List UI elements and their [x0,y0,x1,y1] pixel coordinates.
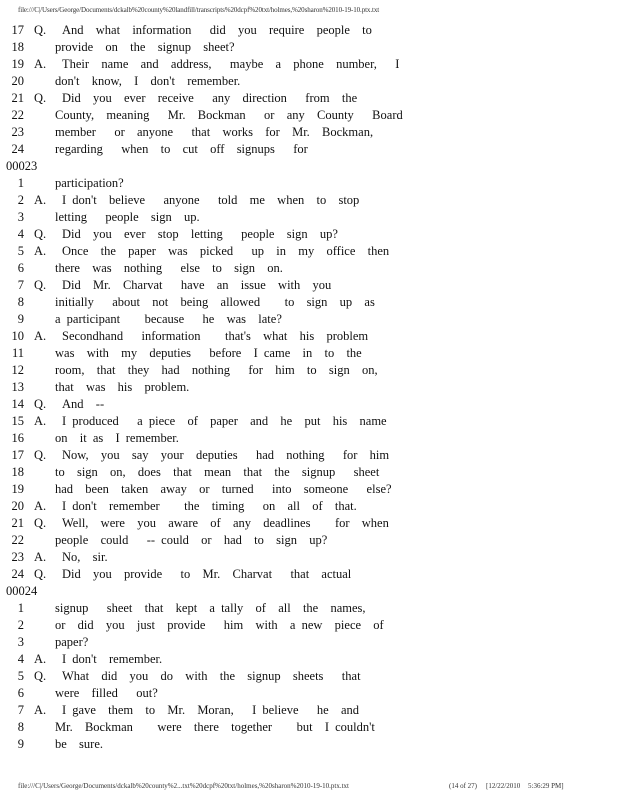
line-number: 9 [17,312,24,326]
line-text: member or anyone that works for Mr. Bockman, [55,125,374,139]
line-number: 15 [11,414,24,428]
transcript-line [0,736,618,753]
line-number: 22 [11,533,24,547]
line-number: 18 [11,40,24,54]
line-number: 18 [11,465,24,479]
speaker-label: A. [34,414,47,428]
line-number: 12 [11,363,24,377]
page-marker [0,583,618,600]
transcript-line [0,600,618,617]
line-text: Secondhand information that's what his problem [62,329,369,343]
speaker-label: Q. [34,669,47,683]
line-number: 11 [11,346,24,360]
speaker-label: Q. [34,278,47,292]
transcript-line [0,294,618,311]
speaker-label: Q. [34,397,47,411]
page-number: 00024 [6,584,38,598]
line-text: Mr. Bockman were there together but I couldn't [55,720,375,734]
line-number: 22 [11,108,24,122]
transcript-line [0,22,618,39]
speaker-label: A. [34,244,47,258]
line-text: provide on the signup sheet? [55,40,235,54]
line-number: 8 [17,720,24,734]
transcript-line [0,260,618,277]
speaker-label: A. [34,652,47,666]
line-text: I gave them to Mr. Moran, I believe he and [62,703,359,717]
line-number: 10 [11,329,24,343]
transcript-line [0,549,618,566]
speaker-label: A. [34,499,47,513]
transcript-line [0,141,618,158]
line-number: 2 [17,618,24,632]
line-text: I don't remember. [62,652,163,666]
line-number: 19 [11,57,24,71]
line-number: 8 [17,295,24,309]
transcript-line [0,124,618,141]
page-marker [0,158,618,175]
speaker-label: A. [34,550,47,564]
line-text: initially about not being allowed to sign up as [55,295,375,309]
transcript-line [0,634,618,651]
line-number: 1 [17,176,24,190]
line-number: 21 [11,516,24,530]
line-number: 13 [11,380,24,394]
transcript-line [0,56,618,73]
transcript-line [0,719,618,736]
transcript-line [0,413,618,430]
line-text: I don't remember the timing on all of that. [62,499,357,513]
line-number: 20 [11,74,24,88]
line-number: 6 [17,261,24,275]
line-text: Now, you say your deputies had nothing for him [62,448,390,462]
line-number: 24 [11,567,24,581]
line-text: And what information did you require people to [62,23,372,37]
line-number: 14 [11,397,24,411]
line-number: 5 [17,669,24,683]
transcript-line [0,532,618,549]
transcript-line [0,702,618,719]
line-text: on it as I remember. [55,431,179,445]
line-text: letting people sign up. [55,210,200,224]
speaker-label: A. [34,329,47,343]
speaker-label: Q. [34,516,47,530]
transcript-line [0,90,618,107]
line-text: Once the paper was picked up in my office then [62,244,390,258]
speaker-label: A. [34,193,47,207]
transcript-line [0,396,618,413]
speaker-label: Q. [34,227,47,241]
line-text: be sure. [55,737,103,751]
transcript-line [0,209,618,226]
transcript-line [0,226,618,243]
line-number: 4 [17,652,24,666]
line-number: 20 [11,499,24,513]
transcript-line [0,481,618,498]
line-text: or did you just provide him with a new piece of [55,618,384,632]
transcript-line [0,668,618,685]
transcript-line [0,430,618,447]
line-text: were filled out? [55,686,158,700]
line-number: 3 [17,635,24,649]
transcript-body [0,22,618,753]
file-path-header: file:///C|/Users/George/Documents/dckalb%20county%20landfill/transcripts%20dcpf%20txt/holmes,%20sharon%2010-19-10.ptx.txt [18,6,380,14]
footer-time: 5:36:29 PM] [528,782,564,790]
line-text: Well, were you aware of any deadlines for when [62,516,389,530]
transcript-line [0,362,618,379]
line-text: paper? [55,635,89,649]
line-text: What did you do with the signup sheets that [62,669,361,683]
transcript-line [0,498,618,515]
line-text: Their name and address, maybe a phone number, I [62,57,400,71]
line-text: was with my deputies before I came in to the [55,346,362,360]
transcript-line [0,515,618,532]
transcript-line [0,447,618,464]
speaker-label: Q. [34,91,47,105]
line-number: 17 [11,448,24,462]
line-text: Did you ever receive any direction from the [62,91,358,105]
line-text: I produced a piece of paper and he put his name [62,414,387,428]
line-number: 24 [11,142,24,156]
transcript-line [0,328,618,345]
line-number: 3 [17,210,24,224]
line-text: County, meaning Mr. Bockman or any County Board [55,108,403,122]
line-text: And -- [62,397,105,411]
transcript-line [0,651,618,668]
line-number: 17 [11,23,24,37]
line-number: 16 [11,431,24,445]
line-number: 6 [17,686,24,700]
line-text: a participant because he was late? [55,312,282,326]
transcript-line [0,617,618,634]
line-number: 7 [17,703,24,717]
line-number: 21 [11,91,24,105]
line-text: Did you provide to Mr. Charvat that actual [62,567,352,581]
transcript-line [0,73,618,90]
transcript-line [0,277,618,294]
transcript-line [0,175,618,192]
transcript-line [0,379,618,396]
line-text: room, that they had nothing for him to sign on, [55,363,378,377]
line-number: 23 [11,125,24,139]
line-text: No, sir. [62,550,108,564]
footer-file-path: file:///C|/Users/George/Documents/dckalb%20county%2...txt%20dcpf%20txt/holmes,%20sharon%2010-19-10.ptx.txt [18,782,349,790]
transcript-line [0,243,618,260]
line-text: don't know, I don't remember. [55,74,241,88]
line-number: 4 [17,227,24,241]
transcript-line [0,464,618,481]
transcript-line [0,685,618,702]
transcript-line [0,311,618,328]
footer-page-count: (14 of 27) [449,782,477,790]
transcript-line [0,192,618,209]
line-text: Did you ever stop letting people sign up? [62,227,338,241]
line-text: that was his problem. [55,380,190,394]
line-number: 7 [17,278,24,292]
line-number: 1 [17,601,24,615]
page-number: 00023 [6,159,38,173]
line-text: signup sheet that kept a tally of all the names, [55,601,366,615]
transcript-line [0,566,618,583]
line-number: 9 [17,737,24,751]
speaker-label: Q. [34,23,47,37]
speaker-label: A. [34,703,47,717]
line-number: 2 [17,193,24,207]
line-number: 19 [11,482,24,496]
line-text: had been taken away or turned into someone else? [55,482,392,496]
line-text: Did Mr. Charvat have an issue with you [62,278,332,292]
speaker-label: A. [34,57,47,71]
transcript-line [0,345,618,362]
line-text: to sign on, does that mean that the signup sheet [55,465,380,479]
transcript-line [0,39,618,56]
speaker-label: Q. [34,567,47,581]
speaker-label: Q. [34,448,47,462]
footer-date: [12/22/2010 [486,782,521,790]
line-text: participation? [55,176,124,190]
line-text: people could -- could or had to sign up? [55,533,328,547]
line-text: I don't believe anyone told me when to stop [62,193,360,207]
line-number: 23 [11,550,24,564]
line-number: 5 [17,244,24,258]
transcript-line [0,107,618,124]
line-text: regarding when to cut off signups for [55,142,308,156]
line-text: there was nothing else to sign on. [55,261,283,275]
